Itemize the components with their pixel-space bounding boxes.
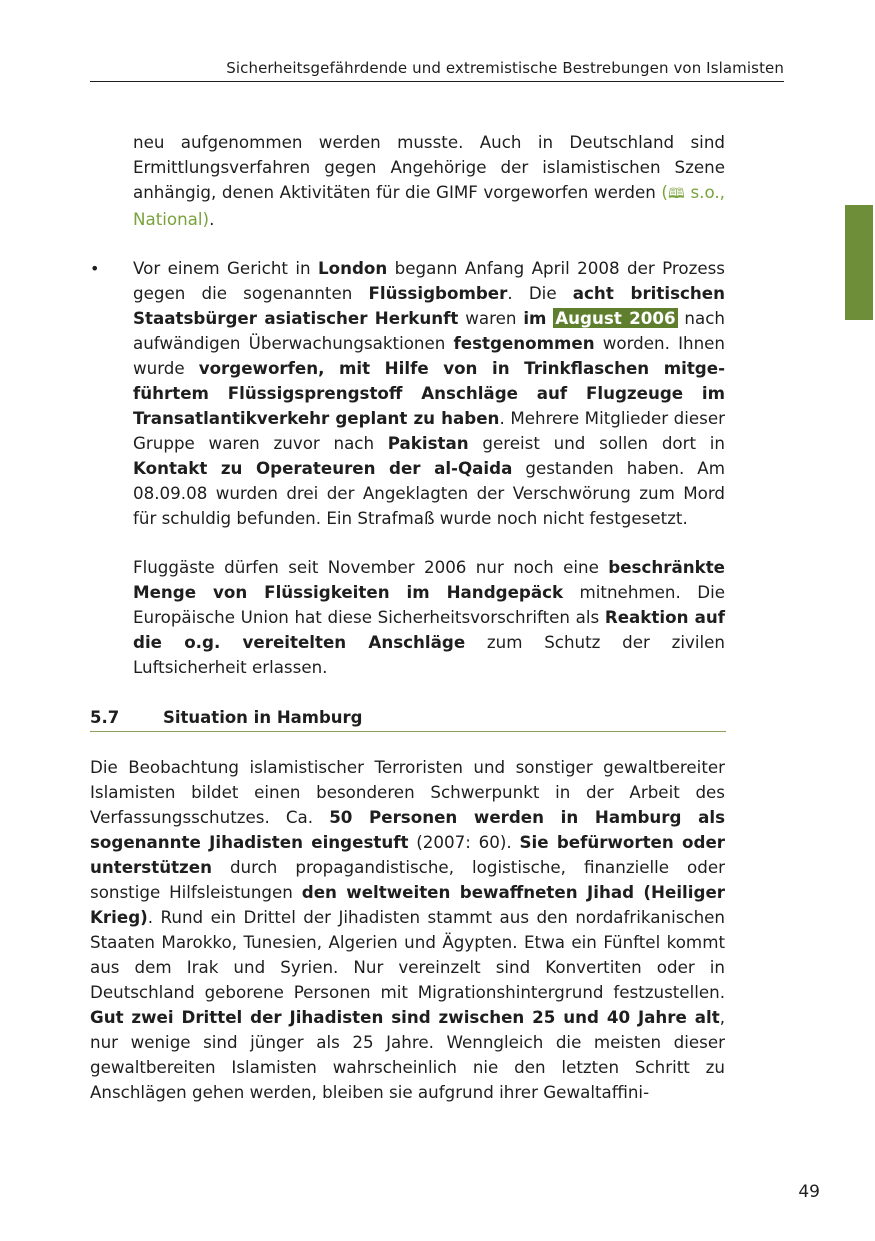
book-icon: 🕮 <box>667 186 685 202</box>
cross-reference-link[interactable]: (🕮 s.o., National) <box>133 182 725 229</box>
paragraph-hamburg: Die Beobachtung islamistischer Terroristen und sonstiger gewaltbereiter Islamisten bildet einen besonderen Schwerpunkt in der Arbeit des Verfassungsschutzes. Ca. 50 Personen werden in Hamburg als sogenannte Jihadisten eingestuft (2007: 60). Sie befürworten oder unterstützen durch propagandistische, logistische, finanzielle oder sonstige Hilfsleistungen den weltweiten bewaffneten Jihad (Heiliger Krieg). Rund ein Drittel der Jihadisten stammt aus den nordafrikanischen Staaten Marokko, Tunesien, Algerien und Ägypten. Etwa ein Fünftel kommt aus dem Irak und Syrien. Nur vereinzelt sind Konvertiten oder in Deutschland geborene Personen mit Migrationshintergrund festzustellen. Gut zwei Drittel der Jihadisten sind zwischen 25 und 40 Jahre alt, nur wenige sind jünger als 25 Jahre. Wenngleich die meisten dieser gewaltbereiten Islamisten wahrscheinlich nie den letzten Schritt zu Anschlägen gehen werden, bleiben sie aufgrund ihrer Gewaltaffini- <box>90 757 725 1102</box>
section-number: 5.7 <box>90 708 120 727</box>
running-header: Sicherheitsgefährdende und extremistische Bestrebungen von Islamisten <box>90 58 784 82</box>
chapter-side-tab <box>845 205 873 320</box>
page-number: 49 <box>798 1182 820 1202</box>
paragraph-liquids-rule: Fluggäste dürfen seit November 2006 nur noch eine beschränkte Menge von Flüssigkeiten im Handgepäck mitnehmen. Die Europäische Union hat diese Sicherheitsvorschriften als Reaktion auf die o.g. vereitelten Anschläge zum Schutz der zivilen Luftsicherheit erlassen. <box>133 557 726 677</box>
highlighted-date: August 2006 <box>555 308 676 328</box>
bullet-point: • <box>90 259 100 278</box>
paragraph-london-trial: Vor einem Gericht in London begann Anfang April 2008 der Prozess gegen die sogenannten Flüssigbomber. Die acht britischen Staatsbürger asiatischer Herkunft waren im August 2006 nach aufwändigen Überwachungsaktionen festgenommen worden. Ihnen wurde vorgeworfen, mit Hilfe von in Trinkflaschen mitgeführtem Flüssigsprengstoff Anschläge auf Flugzeuge im Transatlantikverkehr geplant zu haben. Mehrere Mitglieder dieser Gruppe waren zuvor nach Pakistan gereist und sollen dort in Kontakt zu Operateuren der al-Qaida gestanden haben. Am 08.09.08 wurden drei der Angeklagten der Verschwörung zum Mord für schuldig befunden. Ein Strafmaß wurde noch nicht festgesetzt. <box>133 258 725 528</box>
paragraph-gimf: neu aufgenommen werden musste. Auch in Deutschland sind Ermittlungsverfahren gegen Angehörige der islamistischen Szene anhängig, denen Aktivitäten für die GIMF vorgeworfen werden (🕮 s.o., National). <box>133 132 725 229</box>
section-heading <box>90 705 726 732</box>
section-title: Situation in Hamburg <box>163 708 363 727</box>
